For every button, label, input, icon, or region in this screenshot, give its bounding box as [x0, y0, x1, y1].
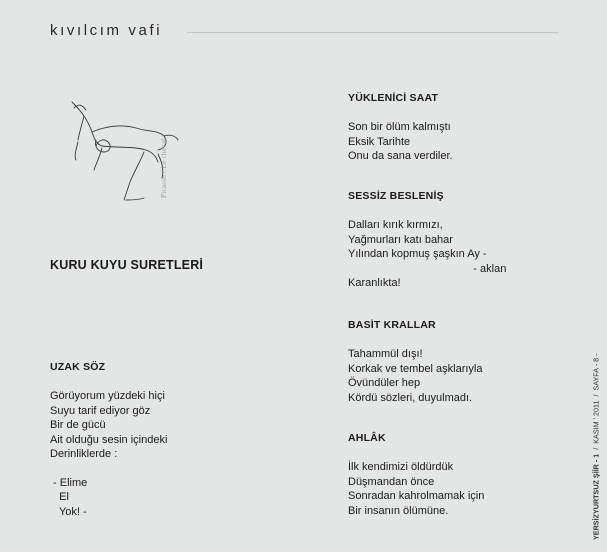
poem-line: İlk kendimizi öldürdük [348, 461, 454, 474]
poem-title: YÜKLENİCİ SAAT [348, 92, 439, 104]
poem-title: BASİT KRALLAR [348, 319, 436, 331]
poem-line: Korkak ve tembel aşklarıyla [348, 362, 483, 375]
poem-line: Yok! - [50, 505, 87, 518]
poem-line: - Elime [50, 476, 88, 489]
page-number: SAYFA - 8 - [591, 353, 601, 391]
poem-line: Yağmurları katı bahar [348, 233, 453, 246]
poem-line: Suyu tarif ediyor göz [50, 404, 151, 417]
poem-title: SESSİZ BESLENİŞ [348, 190, 444, 202]
section-title: KURU KUYU SURETLERİ [50, 258, 204, 272]
poem-line: Bir de gücü [50, 419, 106, 432]
poem-line: Derinliklerde : [50, 448, 118, 461]
horse-sketch-illustration [66, 96, 186, 204]
poem-line: Kördü sözleri, duyulmadı. [348, 391, 473, 404]
poem-title: UZAK SÖZ [50, 361, 106, 373]
poem-title: AHLÂK [348, 432, 386, 444]
poem-basit-krallar [348, 318, 483, 405]
issue-date: KASIM ' 2011 [591, 400, 601, 444]
poem-yuklenici-saat [348, 91, 453, 164]
poem-line: Sonradan kahrolmamak için [348, 490, 485, 503]
poem-line [50, 461, 167, 475]
poem-line: Tahammül dışı! [348, 348, 423, 361]
poem-line: Övündüler hep [348, 377, 421, 390]
poem-line: Ait olduğu sesin içindeki [50, 433, 168, 446]
illustration-caption: Picasso / Le cheval [160, 138, 168, 198]
magazine-name: YERSİZYURTSUZ ŞİİR - 1 [591, 453, 601, 540]
poem-sessiz-beslenis [348, 189, 506, 290]
poem-line: Düşmandan önce [348, 475, 435, 488]
header-rule [187, 32, 559, 33]
footer-separator: / [591, 394, 601, 397]
poem-line: Son bir ölüm kalmıştı [348, 121, 451, 134]
poem-uzak-soz [50, 360, 167, 519]
author-name: kıvılcım vafi [50, 22, 163, 39]
poem-ahlak [348, 431, 484, 518]
poem-line: Bir insanın ölümüne. [348, 504, 449, 517]
page-footer-vertical [590, 326, 602, 540]
poem-line: Eksik Tarihte [348, 135, 411, 148]
footer-separator: / [591, 447, 601, 450]
poem-line: Görüyorum yüzdeki hiçi [50, 390, 165, 403]
poem-line: Dalları kırık kırmızı, [348, 219, 443, 232]
poem-line: - aklan [348, 262, 507, 275]
poem-line: Karanlıkta! [348, 277, 401, 290]
poem-line: Onu da sana verdiler. [348, 150, 453, 163]
poem-line: Yılından kopmuş şaşkın Ay - [348, 248, 487, 261]
poem-line: El [50, 491, 69, 504]
